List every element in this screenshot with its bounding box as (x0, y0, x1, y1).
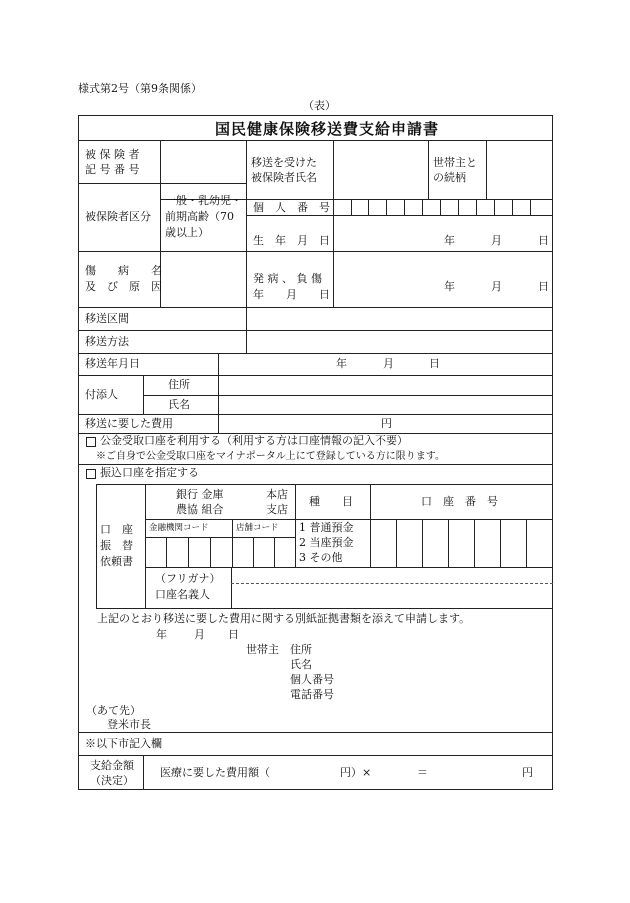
bank-type-label: 銀行 金庫 (176, 488, 224, 501)
transfer-account-option: 振込口座を指定する (100, 466, 199, 479)
transport-section-field[interactable] (247, 308, 552, 329)
branch-code-label: 店舗コード (236, 523, 279, 533)
public-account-checkbox[interactable] (86, 437, 96, 447)
householder-label: 世帯主 (246, 643, 279, 656)
furigana-label: （フリガナ） (155, 572, 221, 585)
furigana-field[interactable] (232, 568, 552, 582)
householder-name-label: 氏名 (290, 658, 312, 671)
mayor-label: 登米市長 (107, 718, 151, 731)
birth-date-label: 生 年 月 日 (253, 234, 330, 247)
addressee-label: （あて先） (86, 704, 141, 717)
cost-label: 移送に要した費用 (85, 417, 173, 430)
transport-section-label: 移送区間 (85, 312, 129, 325)
onset-date-label: 発 病 、 負 傷 (253, 272, 322, 285)
householder-phone-label: 電話番号 (290, 688, 334, 701)
form-number: 様式第2号（第9条関係） (78, 82, 202, 95)
page-title: 国民健康保険移送費支給申請書 (215, 120, 440, 138)
declaration-text: 上記のとおり移送に要した費用に関する別紙証拠書類を添えて申請します。 (97, 612, 471, 625)
account-type-header: 種 目 (309, 495, 353, 508)
account-type-option-3[interactable]: 3 その他 (299, 551, 343, 564)
office-use-heading: ※以下市記入欄 (85, 737, 162, 750)
payment-formula-label: 医療に要した費用額（ (160, 766, 270, 779)
bank-code-label: 金融機関コード (149, 523, 209, 533)
illness-label: 傷 病 名 (85, 264, 162, 277)
account-number-header: 口 座 番 号 (421, 495, 498, 508)
branch-type-label: 本店 (266, 488, 288, 501)
attendant-name-field[interactable] (219, 396, 552, 413)
payment-amount-label: 支給金額 (90, 759, 134, 772)
attendant-name-label: 氏名 (168, 398, 190, 411)
category-options[interactable]: 一般・乳幼児・ (165, 194, 242, 207)
transported-name-label: 移送を受けた (251, 156, 317, 169)
attendant-address-field[interactable] (219, 376, 552, 394)
public-account-option: 公金受取口座を利用する（利用する方は口座情報の記入不要） (100, 434, 408, 447)
transfer-account-checkbox[interactable] (86, 469, 96, 479)
insured-code-label: 被 保 険 者 (85, 148, 140, 161)
householder-address-label: 住所 (290, 643, 312, 656)
attendant-label: 付添人 (85, 388, 118, 401)
public-account-note: ※ご自身で公金受取口座をマイナポータル上にて登録している方に限ります。 (96, 451, 445, 462)
illness-field[interactable] (161, 252, 245, 306)
transported-name-field[interactable] (334, 141, 427, 198)
account-type-option-1[interactable]: 1 普通預金 (299, 521, 354, 534)
form-page: 様式第2号（第9条関係） （表） 国民健康保険移送費支給申請書 被 保 険 者 記 号 番 号 移送を受けた 被保険者氏名 世帯主と の続柄 被保険者区分 一般・乳幼児・ 前期高齢（70 歳以上） 個 人 番 号 生 年 月 日 年 月 日 傷 病 名 及 び 原 因 発 病 、 負 傷 年 月 日 年 月 日 移送区間 移送方法 移送年月日 年 月 日 付添人 住所 氏名 移送に要した費用 円 公金受取口座を利用する（利用する方は口座情報の記入不要） ※ご自身で公金受取口座をマイナポータル上にて登録している方に限ります。 振込口座を指定する 口 座 振 替 依頼書 銀行 金庫 農協 組合 本店 支店 種 目 口 座 番 号 金融機関コード 店舗コード 1 普通預金 2 当座預金 3 その他 （フリガナ） 口座名義人 上記のとおり移送に要した費用に関する別紙証拠書類を添えて申請します。 年 月 日 世帯主 住所 氏名 個人番号 電話番号 （あて先） 登米市長 ※以下市記入欄 支給金額 （決定） 医療に要した費用額（ 円）× ＝ 円 (0, 0, 630, 903)
attendant-address-label: 住所 (168, 378, 190, 391)
relation-field[interactable] (487, 141, 552, 198)
relation-label: 世帯主と (433, 156, 477, 169)
category-label: 被保険者区分 (85, 210, 151, 223)
form-side: （表） (303, 99, 336, 112)
account-holder-label: 口座名義人 (155, 588, 210, 601)
transport-date-label: 移送年月日 (85, 357, 140, 370)
personal-number-label: 個 人 番 号 (253, 201, 330, 214)
account-holder-field[interactable] (232, 585, 552, 607)
transport-method-label: 移送方法 (85, 335, 129, 348)
insured-code-field[interactable] (161, 141, 245, 182)
householder-personal-number-label: 個人番号 (290, 673, 334, 686)
account-type-option-2[interactable]: 2 当座預金 (299, 536, 354, 549)
transport-method-field[interactable] (247, 331, 552, 352)
transfer-request-label: 口 座 (100, 523, 133, 536)
